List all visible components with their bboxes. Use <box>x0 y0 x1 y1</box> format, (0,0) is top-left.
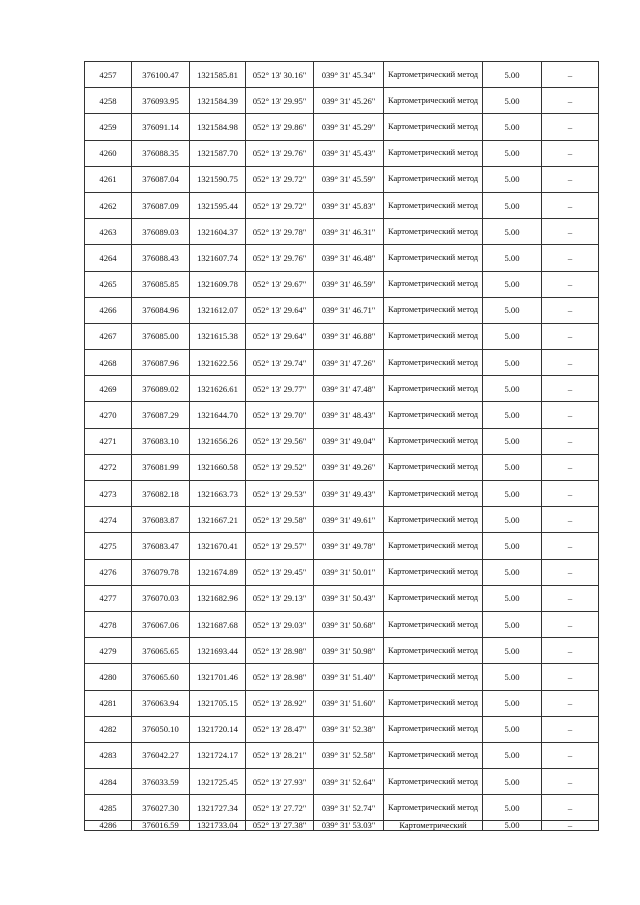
accuracy-cell: 5.00 <box>483 769 542 795</box>
table-row <box>85 62 599 88</box>
y-coordinate-cell: 1321656.26 <box>190 428 246 454</box>
point-number-cell: 4267 <box>85 323 132 349</box>
y-coordinate-cell: 1321626.61 <box>190 376 246 402</box>
longitude-cell: 039° 31' 52.64" <box>314 769 384 795</box>
latitude-cell: 052° 13' 29.64" <box>246 297 314 323</box>
accuracy-cell: 5.00 <box>483 454 542 480</box>
point-number-cell: 4279 <box>85 638 132 664</box>
longitude-cell: 039° 31' 50.43" <box>314 585 384 611</box>
accuracy-cell: 5.00 <box>483 664 542 690</box>
table-row <box>85 559 599 585</box>
point-number-cell: 4282 <box>85 716 132 742</box>
point-number-cell: 4280 <box>85 664 132 690</box>
table-row <box>85 742 599 768</box>
note-cell: – <box>542 402 599 428</box>
note-cell: – <box>542 192 599 218</box>
x-coordinate-cell: 376089.02 <box>132 376 190 402</box>
note-cell: – <box>542 821 599 831</box>
y-coordinate-cell: 1321587.70 <box>190 140 246 166</box>
method-cell: Картометрический метод <box>384 323 483 349</box>
method-cell: Картометрический метод <box>384 62 483 88</box>
longitude-cell: 039° 31' 50.68" <box>314 611 384 637</box>
x-coordinate-cell: 376085.00 <box>132 323 190 349</box>
y-coordinate-cell: 1321612.07 <box>190 297 246 323</box>
latitude-cell: 052° 13' 29.76" <box>246 140 314 166</box>
note-cell: – <box>542 611 599 637</box>
latitude-cell: 052° 13' 29.57" <box>246 533 314 559</box>
table-row <box>85 219 599 245</box>
latitude-cell: 052° 13' 29.13" <box>246 585 314 611</box>
note-cell: – <box>542 742 599 768</box>
latitude-cell: 052° 13' 29.45" <box>246 559 314 585</box>
x-coordinate-cell: 376065.60 <box>132 664 190 690</box>
accuracy-cell: 5.00 <box>483 716 542 742</box>
coordinates-table <box>84 61 599 831</box>
longitude-cell: 039° 31' 49.43" <box>314 481 384 507</box>
accuracy-cell: 5.00 <box>483 166 542 192</box>
method-cell: Картометрический метод <box>384 690 483 716</box>
accuracy-cell: 5.00 <box>483 376 542 402</box>
point-number-cell: 4257 <box>85 62 132 88</box>
method-cell: Картометрический метод <box>384 716 483 742</box>
y-coordinate-cell: 1321674.89 <box>190 559 246 585</box>
method-cell: Картометрический метод <box>384 585 483 611</box>
note-cell: – <box>542 62 599 88</box>
accuracy-cell: 5.00 <box>483 114 542 140</box>
x-coordinate-cell: 376083.47 <box>132 533 190 559</box>
method-cell: Картометрический метод <box>384 114 483 140</box>
longitude-cell: 039° 31' 52.58" <box>314 742 384 768</box>
y-coordinate-cell: 1321705.15 <box>190 690 246 716</box>
method-cell: Картометрический метод <box>384 88 483 114</box>
latitude-cell: 052° 13' 29.56" <box>246 428 314 454</box>
point-number-cell: 4273 <box>85 481 132 507</box>
latitude-cell: 052° 13' 29.95" <box>246 88 314 114</box>
longitude-cell: 039° 31' 47.48" <box>314 376 384 402</box>
latitude-cell: 052° 13' 28.21" <box>246 742 314 768</box>
note-cell: – <box>542 376 599 402</box>
longitude-cell: 039° 31' 51.60" <box>314 690 384 716</box>
table-row <box>85 271 599 297</box>
x-coordinate-cell: 376087.29 <box>132 402 190 428</box>
note-cell: – <box>542 428 599 454</box>
point-number-cell: 4266 <box>85 297 132 323</box>
x-coordinate-cell: 376027.30 <box>132 795 190 821</box>
y-coordinate-cell: 1321682.96 <box>190 585 246 611</box>
x-coordinate-cell: 376083.87 <box>132 507 190 533</box>
method-cell: Картометрический <box>384 821 483 831</box>
accuracy-cell: 5.00 <box>483 690 542 716</box>
longitude-cell: 039° 31' 50.98" <box>314 638 384 664</box>
x-coordinate-cell: 376088.43 <box>132 245 190 271</box>
longitude-cell: 039° 31' 45.29" <box>314 114 384 140</box>
y-coordinate-cell: 1321693.44 <box>190 638 246 664</box>
latitude-cell: 052° 13' 29.67" <box>246 271 314 297</box>
latitude-cell: 052° 13' 29.78" <box>246 219 314 245</box>
y-coordinate-cell: 1321622.56 <box>190 350 246 376</box>
y-coordinate-cell: 1321590.75 <box>190 166 246 192</box>
note-cell: – <box>542 350 599 376</box>
latitude-cell: 052° 13' 29.86" <box>246 114 314 140</box>
longitude-cell: 039° 31' 45.83" <box>314 192 384 218</box>
table-row <box>85 638 599 664</box>
table-row <box>85 297 599 323</box>
latitude-cell: 052° 13' 30.16" <box>246 62 314 88</box>
point-number-cell: 4261 <box>85 166 132 192</box>
method-cell: Картометрический метод <box>384 664 483 690</box>
latitude-cell: 052° 13' 29.74" <box>246 350 314 376</box>
x-coordinate-cell: 376063.94 <box>132 690 190 716</box>
latitude-cell: 052° 13' 29.64" <box>246 323 314 349</box>
latitude-cell: 052° 13' 27.72" <box>246 795 314 821</box>
longitude-cell: 039° 31' 45.59" <box>314 166 384 192</box>
note-cell: – <box>542 219 599 245</box>
point-number-cell: 4281 <box>85 690 132 716</box>
y-coordinate-cell: 1321725.45 <box>190 769 246 795</box>
x-coordinate-cell: 376087.04 <box>132 166 190 192</box>
point-number-cell: 4270 <box>85 402 132 428</box>
accuracy-cell: 5.00 <box>483 611 542 637</box>
longitude-cell: 039° 31' 46.59" <box>314 271 384 297</box>
table-row <box>85 376 599 402</box>
method-cell: Картометрический метод <box>384 245 483 271</box>
method-cell: Картометрический метод <box>384 769 483 795</box>
note-cell: – <box>542 245 599 271</box>
longitude-cell: 039° 31' 51.40" <box>314 664 384 690</box>
method-cell: Картометрический метод <box>384 271 483 297</box>
method-cell: Картометрический метод <box>384 795 483 821</box>
point-number-cell: 4264 <box>85 245 132 271</box>
method-cell: Картометрический метод <box>384 428 483 454</box>
longitude-cell: 039° 31' 45.26" <box>314 88 384 114</box>
accuracy-cell: 5.00 <box>483 638 542 664</box>
accuracy-cell: 5.00 <box>483 62 542 88</box>
method-cell: Картометрический метод <box>384 140 483 166</box>
x-coordinate-cell: 376067.06 <box>132 611 190 637</box>
accuracy-cell: 5.00 <box>483 350 542 376</box>
accuracy-cell: 5.00 <box>483 297 542 323</box>
longitude-cell: 039° 31' 46.48" <box>314 245 384 271</box>
note-cell: – <box>542 271 599 297</box>
latitude-cell: 052° 13' 29.70" <box>246 402 314 428</box>
x-coordinate-cell: 376089.03 <box>132 219 190 245</box>
y-coordinate-cell: 1321604.37 <box>190 219 246 245</box>
note-cell: – <box>542 507 599 533</box>
table-row <box>85 454 599 480</box>
x-coordinate-cell: 376081.99 <box>132 454 190 480</box>
table-row <box>85 428 599 454</box>
y-coordinate-cell: 1321720.14 <box>190 716 246 742</box>
accuracy-cell: 5.00 <box>483 821 542 831</box>
table-row <box>85 88 599 114</box>
table-row <box>85 507 599 533</box>
method-cell: Картометрический метод <box>384 611 483 637</box>
method-cell: Картометрический метод <box>384 192 483 218</box>
y-coordinate-cell: 1321595.44 <box>190 192 246 218</box>
longitude-cell: 039° 31' 52.38" <box>314 716 384 742</box>
table-row <box>85 140 599 166</box>
latitude-cell: 052° 13' 28.98" <box>246 638 314 664</box>
point-number-cell: 4274 <box>85 507 132 533</box>
note-cell: – <box>542 481 599 507</box>
table-row <box>85 795 599 821</box>
latitude-cell: 052° 13' 29.72" <box>246 166 314 192</box>
method-cell: Картометрический метод <box>384 559 483 585</box>
point-number-cell: 4277 <box>85 585 132 611</box>
accuracy-cell: 5.00 <box>483 192 542 218</box>
note-cell: – <box>542 769 599 795</box>
x-coordinate-cell: 376088.35 <box>132 140 190 166</box>
point-number-cell: 4268 <box>85 350 132 376</box>
table-row <box>85 821 599 831</box>
x-coordinate-cell: 376093.95 <box>132 88 190 114</box>
longitude-cell: 039° 31' 45.43" <box>314 140 384 166</box>
point-number-cell: 4285 <box>85 795 132 821</box>
point-number-cell: 4259 <box>85 114 132 140</box>
longitude-cell: 039° 31' 46.88" <box>314 323 384 349</box>
method-cell: Картометрический метод <box>384 402 483 428</box>
table-row <box>85 769 599 795</box>
point-number-cell: 4263 <box>85 219 132 245</box>
accuracy-cell: 5.00 <box>483 795 542 821</box>
y-coordinate-cell: 1321670.41 <box>190 533 246 559</box>
x-coordinate-cell: 376082.18 <box>132 481 190 507</box>
accuracy-cell: 5.00 <box>483 428 542 454</box>
longitude-cell: 039° 31' 46.71" <box>314 297 384 323</box>
point-number-cell: 4271 <box>85 428 132 454</box>
table-row <box>85 402 599 428</box>
latitude-cell: 052° 13' 28.47" <box>246 716 314 742</box>
accuracy-cell: 5.00 <box>483 219 542 245</box>
note-cell: – <box>542 559 599 585</box>
accuracy-cell: 5.00 <box>483 88 542 114</box>
accuracy-cell: 5.00 <box>483 559 542 585</box>
x-coordinate-cell: 376065.65 <box>132 638 190 664</box>
latitude-cell: 052° 13' 29.53" <box>246 481 314 507</box>
table-row <box>85 585 599 611</box>
point-number-cell: 4283 <box>85 742 132 768</box>
method-cell: Картометрический метод <box>384 219 483 245</box>
accuracy-cell: 5.00 <box>483 323 542 349</box>
method-cell: Картометрический метод <box>384 454 483 480</box>
longitude-cell: 039° 31' 49.78" <box>314 533 384 559</box>
y-coordinate-cell: 1321701.46 <box>190 664 246 690</box>
point-number-cell: 4272 <box>85 454 132 480</box>
note-cell: – <box>542 454 599 480</box>
longitude-cell: 039° 31' 45.34" <box>314 62 384 88</box>
longitude-cell: 039° 31' 50.01" <box>314 559 384 585</box>
table-row <box>85 350 599 376</box>
longitude-cell: 039° 31' 49.26" <box>314 454 384 480</box>
table-row <box>85 166 599 192</box>
table-row <box>85 114 599 140</box>
accuracy-cell: 5.00 <box>483 481 542 507</box>
accuracy-cell: 5.00 <box>483 271 542 297</box>
table-row <box>85 611 599 637</box>
method-cell: Картометрический метод <box>384 376 483 402</box>
y-coordinate-cell: 1321607.74 <box>190 245 246 271</box>
point-number-cell: 4260 <box>85 140 132 166</box>
x-coordinate-cell: 376087.96 <box>132 350 190 376</box>
y-coordinate-cell: 1321644.70 <box>190 402 246 428</box>
note-cell: – <box>542 140 599 166</box>
y-coordinate-cell: 1321663.73 <box>190 481 246 507</box>
y-coordinate-cell: 1321667.21 <box>190 507 246 533</box>
point-number-cell: 4258 <box>85 88 132 114</box>
x-coordinate-cell: 376050.10 <box>132 716 190 742</box>
accuracy-cell: 5.00 <box>483 507 542 533</box>
y-coordinate-cell: 1321733.04 <box>190 821 246 831</box>
longitude-cell: 039° 31' 47.26" <box>314 350 384 376</box>
x-coordinate-cell: 376085.85 <box>132 271 190 297</box>
latitude-cell: 052° 13' 27.38" <box>246 821 314 831</box>
note-cell: – <box>542 114 599 140</box>
x-coordinate-cell: 376100.47 <box>132 62 190 88</box>
accuracy-cell: 5.00 <box>483 533 542 559</box>
y-coordinate-cell: 1321584.39 <box>190 88 246 114</box>
y-coordinate-cell: 1321615.38 <box>190 323 246 349</box>
point-number-cell: 4275 <box>85 533 132 559</box>
table-row <box>85 533 599 559</box>
latitude-cell: 052° 13' 28.92" <box>246 690 314 716</box>
y-coordinate-cell: 1321584.98 <box>190 114 246 140</box>
point-number-cell: 4265 <box>85 271 132 297</box>
table-row <box>85 690 599 716</box>
method-cell: Картометрический метод <box>384 742 483 768</box>
x-coordinate-cell: 376091.14 <box>132 114 190 140</box>
method-cell: Картометрический метод <box>384 638 483 664</box>
x-coordinate-cell: 376079.78 <box>132 559 190 585</box>
longitude-cell: 039° 31' 48.43" <box>314 402 384 428</box>
note-cell: – <box>542 585 599 611</box>
latitude-cell: 052° 13' 29.76" <box>246 245 314 271</box>
x-coordinate-cell: 376033.59 <box>132 769 190 795</box>
latitude-cell: 052° 13' 29.77" <box>246 376 314 402</box>
x-coordinate-cell: 376084.96 <box>132 297 190 323</box>
longitude-cell: 039° 31' 46.31" <box>314 219 384 245</box>
table-row <box>85 192 599 218</box>
table-row <box>85 481 599 507</box>
note-cell: – <box>542 533 599 559</box>
note-cell: – <box>542 690 599 716</box>
method-cell: Картометрический метод <box>384 166 483 192</box>
accuracy-cell: 5.00 <box>483 402 542 428</box>
point-number-cell: 4276 <box>85 559 132 585</box>
accuracy-cell: 5.00 <box>483 140 542 166</box>
method-cell: Картометрический метод <box>384 350 483 376</box>
latitude-cell: 052° 13' 27.93" <box>246 769 314 795</box>
method-cell: Картометрический метод <box>384 297 483 323</box>
y-coordinate-cell: 1321609.78 <box>190 271 246 297</box>
accuracy-cell: 5.00 <box>483 585 542 611</box>
accuracy-cell: 5.00 <box>483 245 542 271</box>
note-cell: – <box>542 664 599 690</box>
longitude-cell: 039° 31' 53.03" <box>314 821 384 831</box>
point-number-cell: 4262 <box>85 192 132 218</box>
point-number-cell: 4269 <box>85 376 132 402</box>
x-coordinate-cell: 376083.10 <box>132 428 190 454</box>
latitude-cell: 052° 13' 28.98" <box>246 664 314 690</box>
x-coordinate-cell: 376042.27 <box>132 742 190 768</box>
method-cell: Картометрический метод <box>384 533 483 559</box>
y-coordinate-cell: 1321585.81 <box>190 62 246 88</box>
longitude-cell: 039° 31' 49.61" <box>314 507 384 533</box>
accuracy-cell: 5.00 <box>483 742 542 768</box>
longitude-cell: 039° 31' 52.74" <box>314 795 384 821</box>
point-number-cell: 4286 <box>85 821 132 831</box>
point-number-cell: 4278 <box>85 611 132 637</box>
note-cell: – <box>542 638 599 664</box>
note-cell: – <box>542 88 599 114</box>
y-coordinate-cell: 1321727.34 <box>190 795 246 821</box>
note-cell: – <box>542 297 599 323</box>
x-coordinate-cell: 376087.09 <box>132 192 190 218</box>
method-cell: Картометрический метод <box>384 481 483 507</box>
longitude-cell: 039° 31' 49.04" <box>314 428 384 454</box>
coordinates-table-body <box>85 62 599 831</box>
table-row <box>85 716 599 742</box>
x-coordinate-cell: 376070.03 <box>132 585 190 611</box>
x-coordinate-cell: 376016.59 <box>132 821 190 831</box>
y-coordinate-cell: 1321660.58 <box>190 454 246 480</box>
y-coordinate-cell: 1321687.68 <box>190 611 246 637</box>
point-number-cell: 4284 <box>85 769 132 795</box>
note-cell: – <box>542 795 599 821</box>
table-row <box>85 323 599 349</box>
y-coordinate-cell: 1321724.17 <box>190 742 246 768</box>
latitude-cell: 052° 13' 29.52" <box>246 454 314 480</box>
latitude-cell: 052° 13' 29.72" <box>246 192 314 218</box>
latitude-cell: 052° 13' 29.58" <box>246 507 314 533</box>
note-cell: – <box>542 323 599 349</box>
table-row <box>85 664 599 690</box>
method-cell: Картометрический метод <box>384 507 483 533</box>
table-row <box>85 245 599 271</box>
note-cell: – <box>542 166 599 192</box>
latitude-cell: 052° 13' 29.03" <box>246 611 314 637</box>
note-cell: – <box>542 716 599 742</box>
